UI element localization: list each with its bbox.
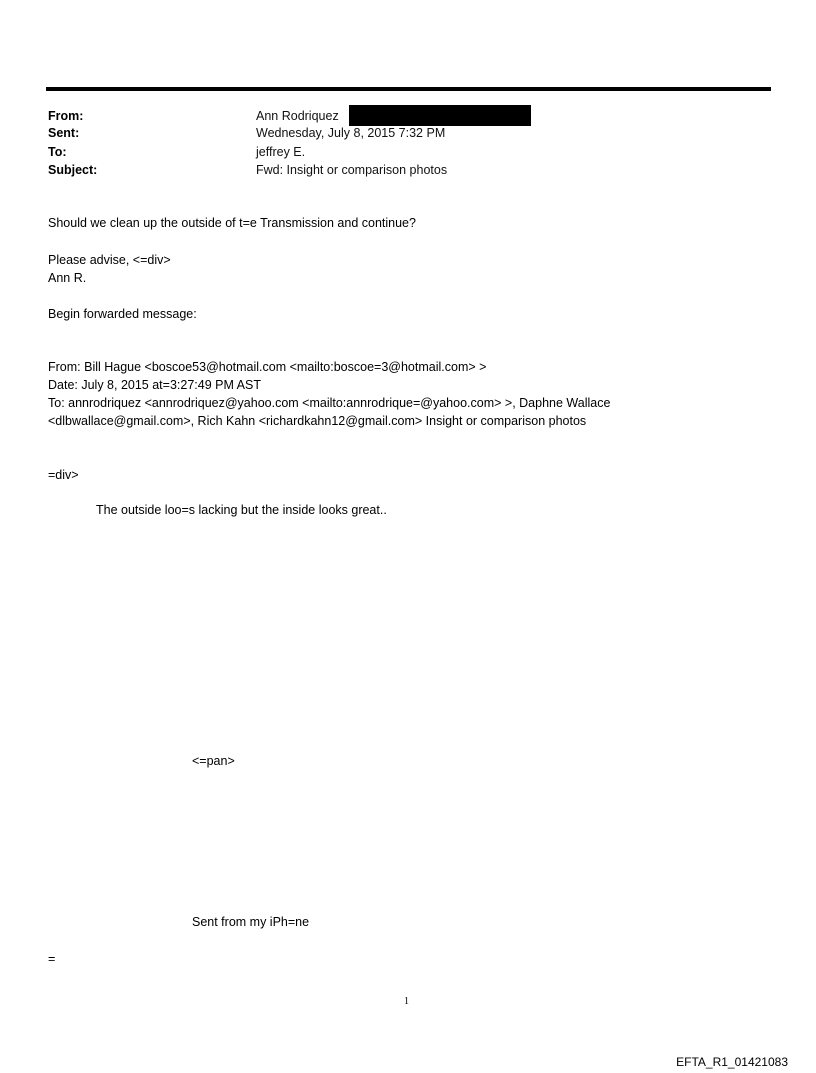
div-tag: =div> — [48, 468, 79, 482]
bates-number: EFTA_R1_01421083 — [676, 1055, 788, 1069]
signature-line: Sent from my iPh=ne — [192, 915, 310, 929]
from-value: Ann Rodriquez — [256, 109, 339, 123]
quoted-message: The outside loo=s lacking but the inside looks great.. — [96, 503, 387, 517]
to-label: To: — [48, 145, 67, 159]
sent-label: Sent: — [48, 126, 80, 140]
span-tag: <=pan> — [192, 754, 235, 768]
trailing-equals: = — [48, 952, 56, 966]
header-rule — [46, 87, 771, 91]
to-value: jeffrey E. — [256, 145, 306, 159]
forwarded-date: Date: July 8, 2015 at=3:27:49 PM AST — [48, 378, 261, 392]
subject-value: Fwd: Insight or comparison photos — [256, 163, 448, 177]
body-line: Please advise, <=div> — [48, 253, 171, 267]
from-label: From: — [48, 109, 84, 123]
body-line: Should we clean up the outside of t=e Transmission and continue? — [48, 216, 416, 230]
body-line: Ann R. — [48, 271, 87, 285]
body-line: Begin forwarded message: — [48, 307, 197, 321]
redaction-box — [349, 105, 531, 126]
forwarded-from: From: Bill Hague <boscoe53@hotmail.com <mailto:boscoe=3@hotmail.com> > — [48, 360, 487, 374]
page-number: 1 — [404, 996, 409, 1007]
forwarded-to-continued: <dlbwallace@gmail.com>, Rich Kahn <richardkahn12@gmail.com> Insight or comparison photos — [48, 414, 587, 428]
subject-label: Subject: — [48, 163, 98, 177]
sent-value: Wednesday, July 8, 2015 7:32 PM — [256, 126, 446, 140]
forwarded-to: To: annrodriquez <annrodriquez@yahoo.com <mailto:annrodrique=@yahoo.com> >, Daphne Wallace — [48, 396, 611, 410]
